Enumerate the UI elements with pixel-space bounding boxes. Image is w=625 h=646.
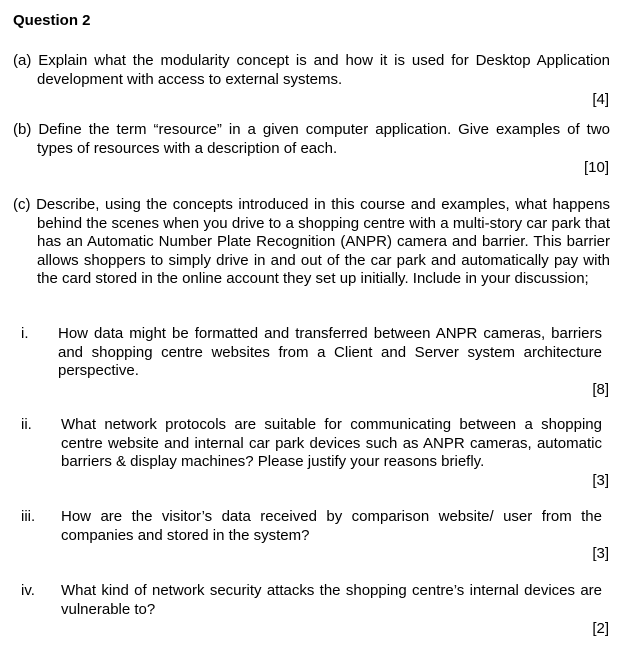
- part-a-label: (a): [13, 52, 32, 69]
- subquestion-iii-text: How are the visitor’s data received by comparison website/ user from the companies and stored in the system?: [61, 508, 602, 544]
- subquestion-iii-marks: [3]: [592, 545, 609, 562]
- subquestion-i-marks: [8]: [592, 381, 609, 398]
- part-c-label: (c): [13, 196, 31, 213]
- subquestion-i: [21, 325, 602, 381]
- part-c-text: [13, 196, 610, 289]
- subquestion-ii: [21, 416, 602, 472]
- subquestion-i-number: i.: [21, 325, 29, 342]
- part-b-body: Define the term “resource” in a given computer application. Give examples of two types of resources with a description of each.: [37, 121, 610, 157]
- part-a-marks: [4]: [592, 91, 609, 108]
- part-a: [13, 52, 610, 89]
- part-c: [13, 196, 610, 289]
- subquestion-i-text: How data might be formatted and transferred between ANPR cameras, barriers and shopping centre websites from a Client and Server system architecture perspective.: [58, 325, 602, 379]
- subquestion-iii-number: iii.: [21, 508, 36, 525]
- part-a-text: [13, 52, 610, 89]
- part-b-text: [13, 121, 610, 158]
- subquestion-iv-number: iv.: [21, 582, 35, 599]
- subquestion-iii: [21, 508, 602, 545]
- part-b: [13, 121, 610, 158]
- subquestion-iv: [21, 582, 602, 619]
- part-a-body: Explain what the modularity concept is and how it is used for Desktop Application development with access to external systems.: [37, 52, 610, 88]
- subquestion-iv-marks: [2]: [592, 620, 609, 637]
- subquestion-ii-number: ii.: [21, 416, 32, 433]
- subquestion-iv-text: What kind of network security attacks the shopping centre’s internal devices are vulnerable to?: [61, 582, 602, 618]
- question-heading: Question 2: [13, 12, 91, 29]
- part-c-body: Describe, using the concepts introduced in this course and examples, what happens behind the scenes when you drive to a shopping centre with a multi-story car park that has an Automatic Number Plate Recognition (ANPR) camera and barrier. This barrier allows shoppers to simply drive in and out of the car park and automatically pay with the card stored in the online account they set up initially. Include in your discussion;: [36, 196, 610, 287]
- subquestion-ii-marks: [3]: [592, 472, 609, 489]
- part-b-marks: [10]: [583, 159, 609, 176]
- part-b-label: (b): [13, 121, 32, 138]
- subquestion-ii-text: What network protocols are suitable for communicating between a shopping centre website and internal car park devices such as ANPR cameras, automatic barriers & display machines? Please justify your reasons briefly.: [61, 416, 602, 470]
